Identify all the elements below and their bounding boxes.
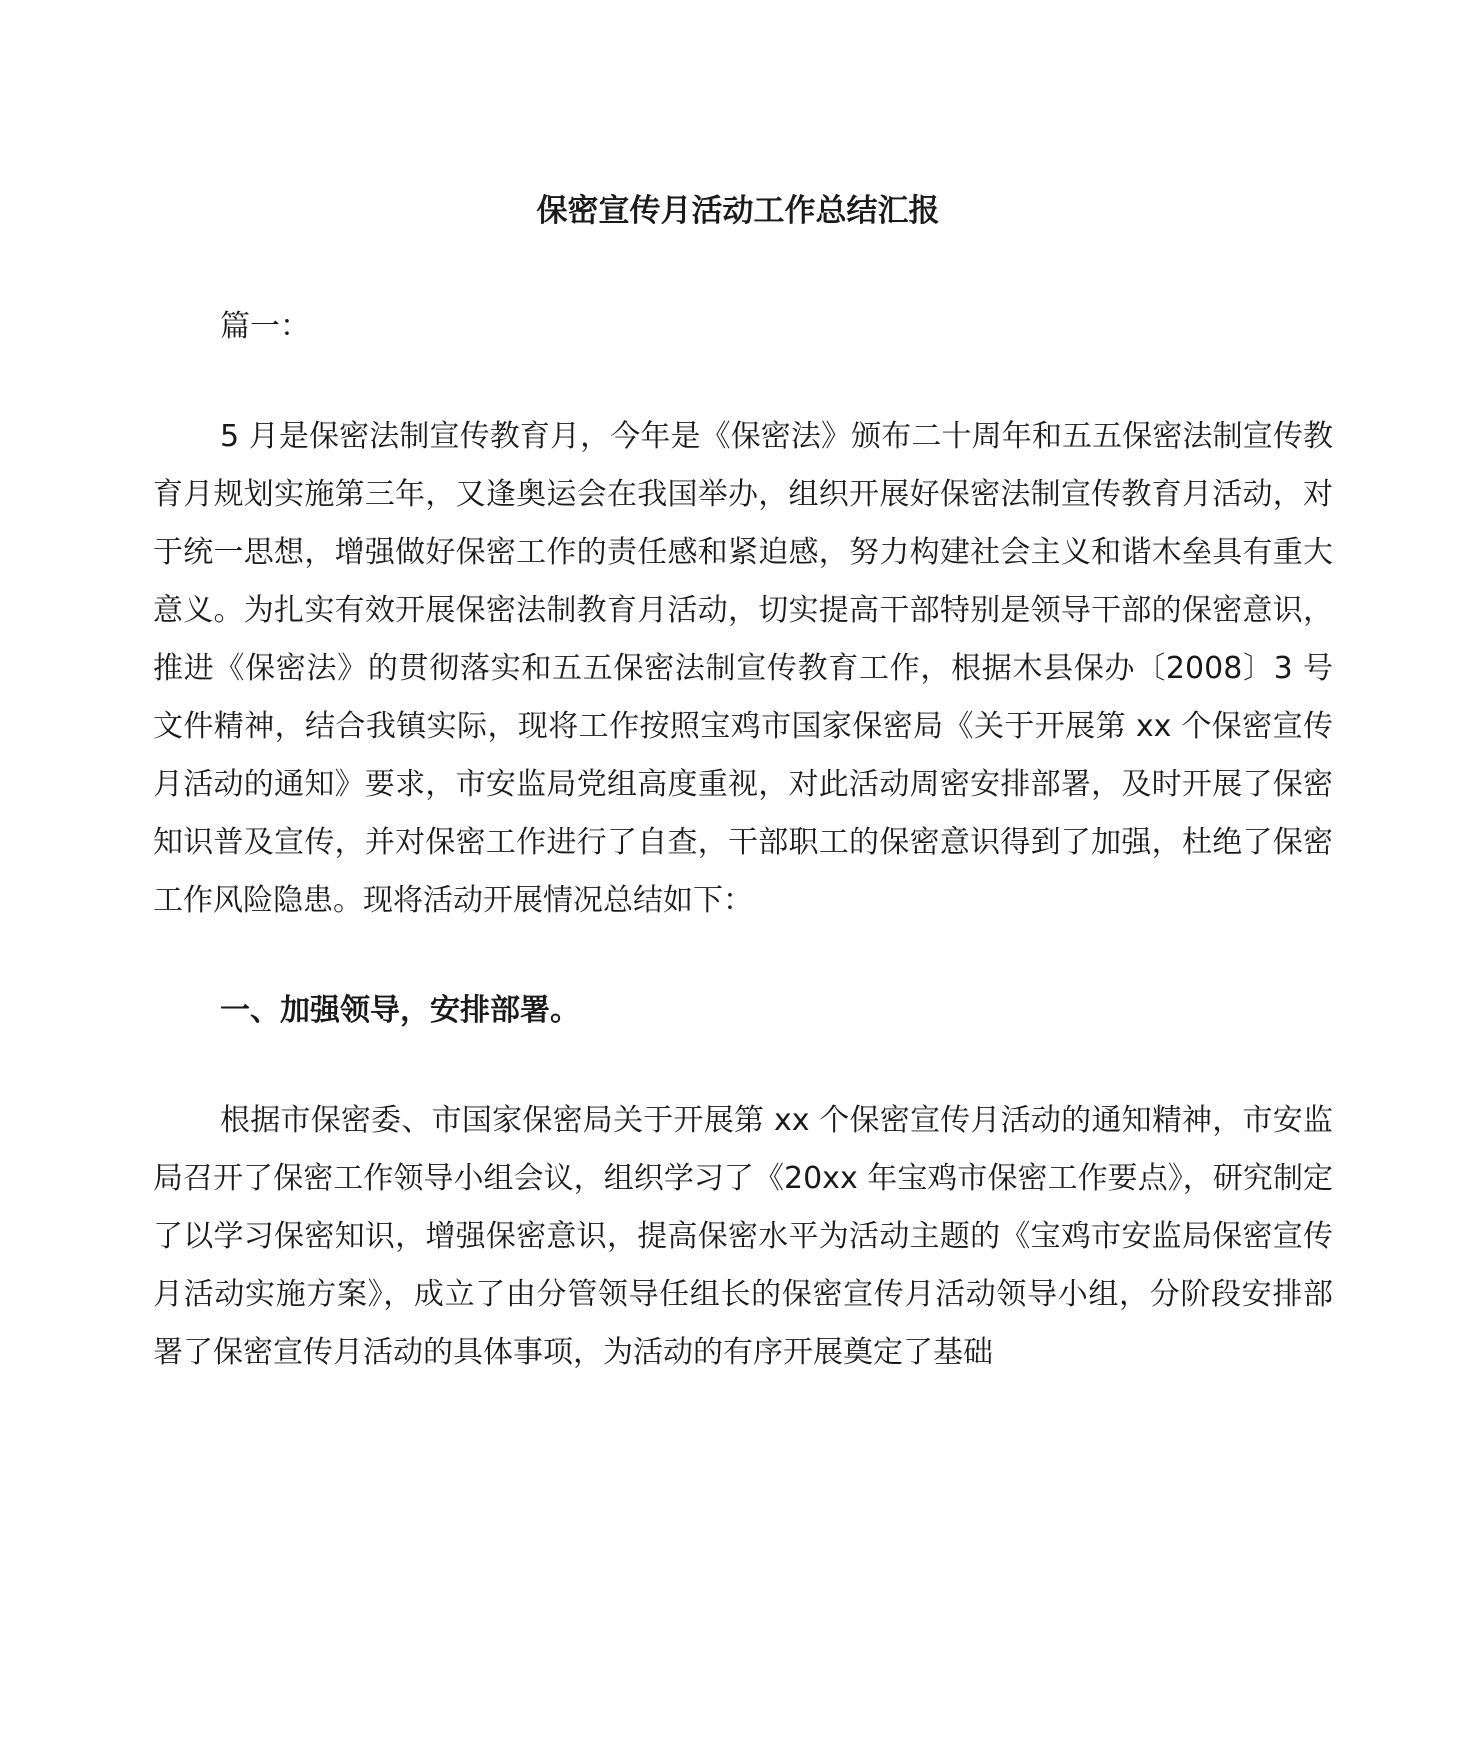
document-body (153, 298, 1333, 1434)
section-heading: 一、加强领导，安排部署。 (220, 993, 580, 1028)
document-title: 保密宣传月活动工作总结汇报 (536, 193, 940, 229)
paragraph-leadership: 根据市保密委、市国家保密局关于开展第 xx 个保密宣传月活动的通知精神，市安监局召开了保密工作领导小组会议，组织学习了《20xx 年宝鸡市保密工作要点》，研究制定了以学习保密知识，增强保密意识，提高保密水平为活动主题的《宝鸡市安监局保密宣传月活动实施方案》，成立了由分管领导任组长的保密宣传月活动领导小组，分阶段安排部署了保密宣传月活动的具体事项，为活动的有序开展奠定了基础 (153, 1103, 1333, 1370)
paragraph-intro: 5 月是保密法制宣传教育月，今年是《保密法》颁布二十周年和五五保密法制宣传教育月规划实施第三年，又逢奥运会在我国举办，组织开展好保密法制宣传教育月活动，对于统一思想，增强做好保密工作的责任感和紧迫感，努力构建社会主义和谐木垒具有重大意义。为扎实有效开展保密法制教育月活动，切实提高干部特别是领导干部的保密意识，推进《保密法》的贯彻落实和五五保密法制宣传教育工作，根据木县保办〔2008〕3 号文件精神，结合我镇实际，现将工作按照宝鸡市国家保密局《关于开展第 xx 个保密宣传月活动的通知》要求，市安监局党组高度重视，对此活动周密安排部署，及时开展了保密知识普及宣传，并对保密工作进行了自查，干部职工的保密意识得到了加强，杜绝了保密工作风险隐患。现将活动开展情况总结如下： (153, 419, 1333, 918)
section-label: 篇一： (220, 309, 310, 344)
